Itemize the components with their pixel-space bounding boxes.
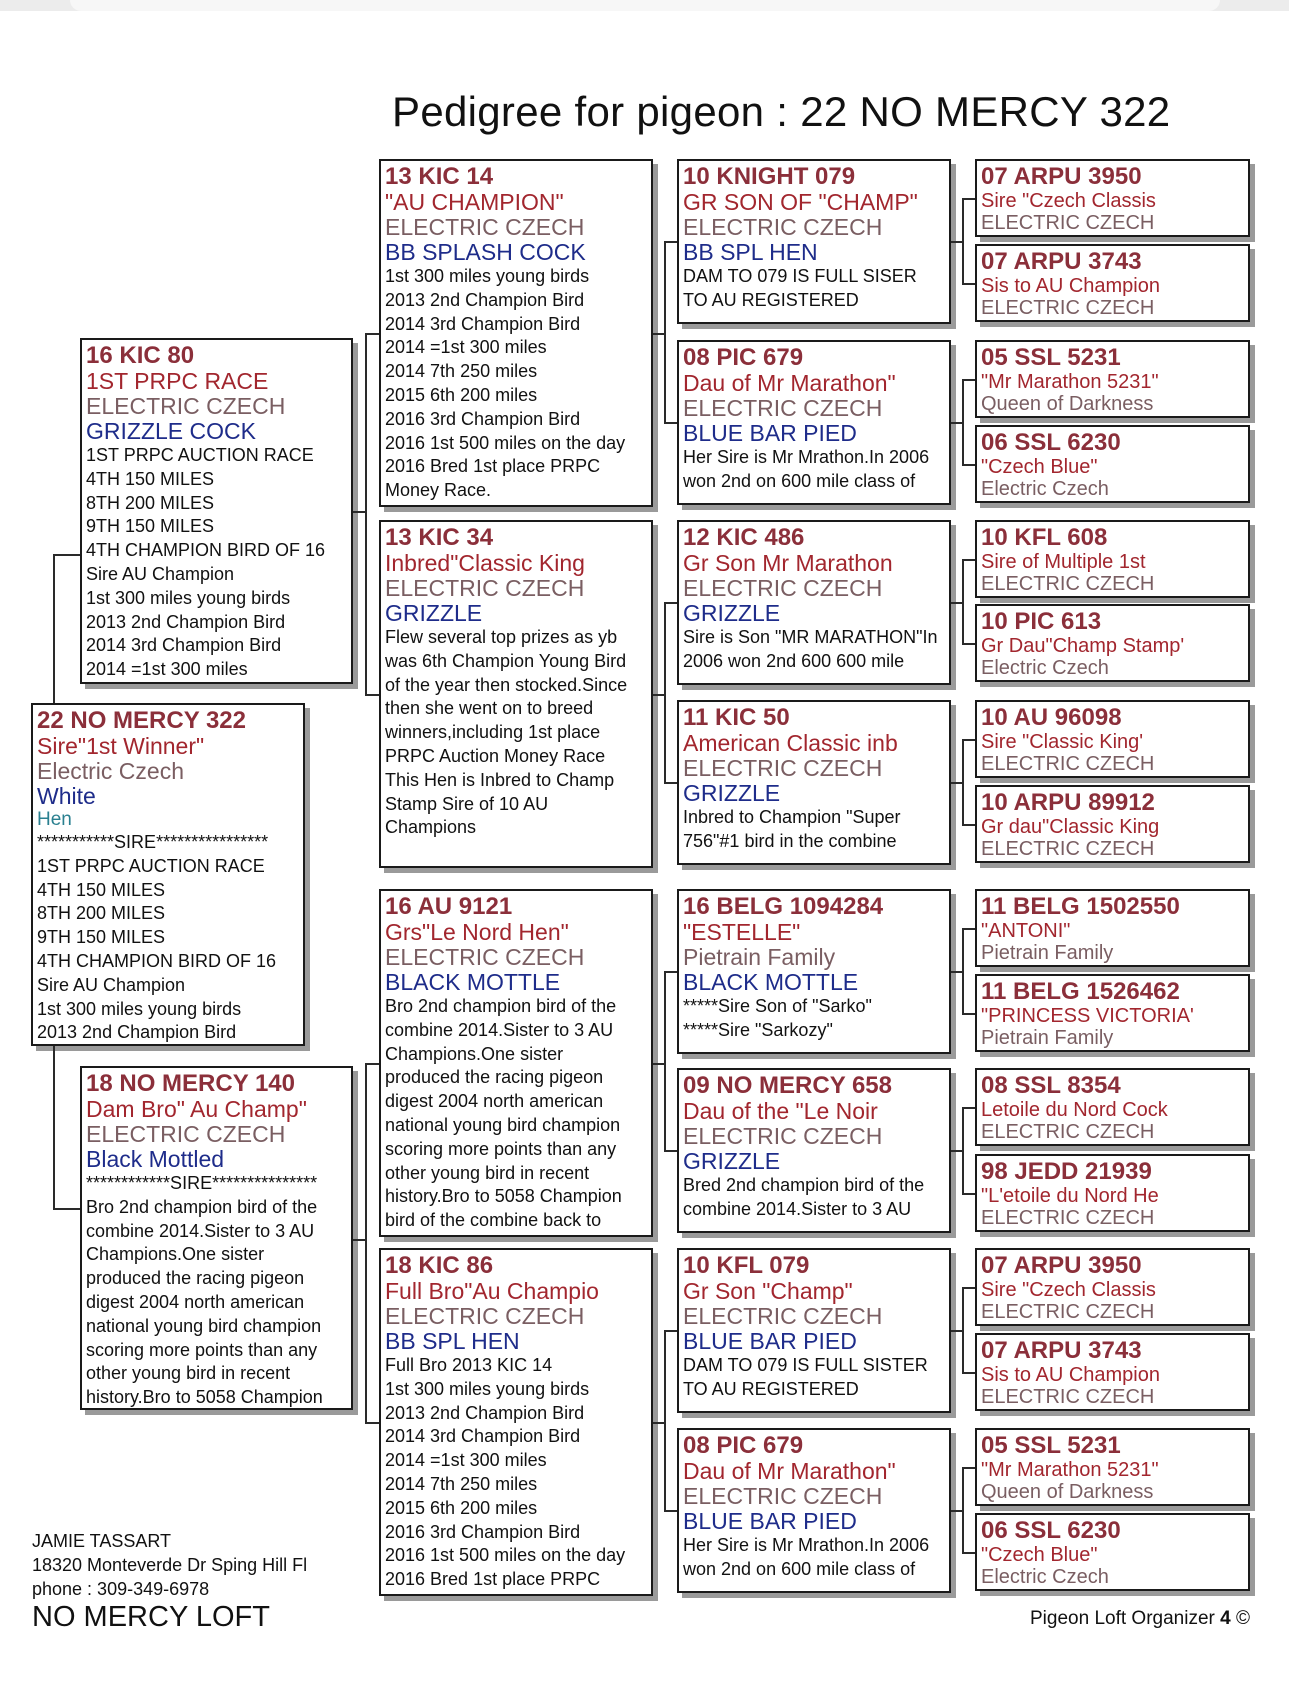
note-line: Sire AU Champion [86, 563, 235, 584]
strain: ELECTRIC CZECH [683, 214, 883, 240]
pedigree-card [975, 1333, 1250, 1411]
bird-color: BLUE BAR PIED [683, 420, 857, 446]
band-number: 10 KFL 608 [981, 524, 1108, 551]
pedigree-card [975, 425, 1250, 503]
connector-line [962, 283, 975, 285]
bird-name: Sire "Czech Classis [981, 1279, 1156, 1301]
pedigree-card [975, 1513, 1250, 1591]
note-line: 2013 2nd Champion Bird [37, 1022, 237, 1043]
strain: ELECTRIC CZECH [981, 573, 1155, 595]
connector-line [962, 1287, 964, 1372]
band-number: 05 SSL 5231 [981, 1432, 1121, 1459]
loft-name: NO MERCY LOFT [32, 1601, 270, 1633]
band-number: 10 AU 96098 [981, 704, 1122, 731]
connector-line [353, 1239, 365, 1241]
band-number: 07 ARPU 3950 [981, 163, 1142, 190]
pedigree-card [379, 159, 653, 507]
band-number: 13 KIC 34 [385, 524, 494, 551]
band-number: 11 BELG 1526462 [981, 978, 1180, 1005]
note-line: combine 2014.Sister to 3 AU [385, 1019, 614, 1040]
note-line: 2014 =1st 300 miles [385, 1450, 547, 1471]
software-credit [1030, 1608, 1250, 1630]
bird-name: Dau of the "Le Noir [683, 1098, 878, 1124]
bird-name: Inbred"Classic King [385, 550, 585, 576]
bird-name: Gr Son Mr Marathon [683, 550, 893, 576]
note-line: 2015 6th 200 miles [385, 384, 538, 405]
note-line: 2014 7th 250 miles [385, 1473, 538, 1494]
connector-line [962, 928, 975, 930]
connector-line [664, 1150, 677, 1152]
band-number: 18 NO MERCY 140 [86, 1070, 295, 1097]
bird-name: "L'etoile du Nord He [981, 1185, 1159, 1207]
software-name: Pigeon Loft Organizer [1030, 1608, 1215, 1629]
note-line: DAM TO 079 IS FULL SISER [683, 266, 917, 286]
connector-line [962, 198, 964, 283]
note-line: Champions [385, 817, 477, 838]
note-line: 2016 3rd Champion Bird [385, 1521, 581, 1542]
note-line: Inbred to Champion "Super [683, 807, 901, 827]
bird-name: Gr Dau"Champ Stamp' [981, 635, 1185, 657]
strain: Pietrain Family [981, 1027, 1114, 1049]
note-line: 2016 Bred 1st place PRPC [385, 456, 601, 477]
connector-line [365, 694, 379, 696]
note-line: 2016 3rd Champion Bird [385, 408, 581, 429]
band-number: 22 NO MERCY 322 [37, 707, 246, 734]
note-line: 2014 3rd Champion Bird [86, 635, 282, 656]
pedigree-card [975, 1068, 1250, 1146]
note-line: 4TH 150 MILES [86, 468, 215, 489]
pedigree-card [31, 703, 305, 1046]
pedigree-card [975, 1248, 1250, 1326]
strain: Queen of Darkness [981, 1481, 1154, 1503]
note-line: 9TH 150 MILES [37, 927, 166, 948]
note-line: 9TH 150 MILES [86, 516, 215, 537]
bird-color: GRIZZLE COCK [86, 418, 256, 444]
note-line: 2014 3rd Champion Bird [385, 313, 581, 334]
connector-line [962, 464, 975, 466]
strain: ELECTRIC CZECH [385, 944, 585, 970]
pedigree-card [975, 244, 1250, 322]
bird-name: "ANTONI" [981, 920, 1071, 942]
note-line: Bro 2nd champion bird of the [385, 996, 617, 1016]
connector-line [962, 824, 975, 826]
strain: Electric Czech [981, 1566, 1109, 1588]
connector-line [962, 1467, 975, 1469]
bird-name: Sire of Multiple 1st [981, 551, 1146, 573]
note-line: other young bird in recent [86, 1363, 291, 1384]
band-number: 10 KFL 079 [683, 1252, 810, 1279]
strain: ELECTRIC CZECH [981, 1121, 1155, 1143]
bird-color: BB SPL HEN [683, 239, 818, 265]
band-number: 11 KIC 50 [683, 704, 790, 731]
bird-color: BLUE BAR PIED [683, 1508, 857, 1534]
connector-line [365, 333, 379, 335]
pedigree-card [975, 974, 1250, 1052]
note-line: 2013 2nd Champion Bird [385, 1402, 585, 1423]
connector-line [962, 1107, 975, 1109]
connector-line [664, 1510, 677, 1512]
bird-name: Sire "Czech Classis [981, 190, 1156, 212]
note-line: combine 2014.Sister to 3 AU [86, 1220, 315, 1241]
note-line: TO AU REGISTERED [683, 1378, 859, 1399]
bird-name: American Classic inb [683, 730, 898, 756]
connector-line [53, 554, 55, 703]
band-number: 06 SSL 6230 [981, 1517, 1121, 1544]
pedigree-card [975, 604, 1250, 682]
note-line: 756"#1 bird in the combine [683, 830, 897, 851]
bird-name: Letoile du Nord Cock [981, 1099, 1168, 1121]
connector-line [353, 511, 365, 513]
page-title: Pedigree for pigeon : 22 NO MERCY 322 [392, 88, 1171, 135]
connector-line [653, 333, 664, 335]
strain: Pietrain Family [683, 944, 836, 970]
note-line: other young bird in recent [385, 1162, 590, 1183]
note-line: Her Sire is Mr Mrathon.In 2006 [683, 1535, 930, 1555]
bird-color: GRIZZLE [683, 600, 781, 626]
note-line: 2015 6th 200 miles [385, 1497, 538, 1518]
strain: Electric Czech [981, 657, 1109, 679]
note-line: history.Bro to 5058 Champion [86, 1387, 323, 1408]
pedigree-card [80, 338, 353, 684]
bird-color: Black Mottled [86, 1146, 225, 1172]
note-line: 2013 2nd Champion Bird [86, 611, 286, 632]
bird-color: GRIZZLE [683, 1148, 781, 1174]
connector-line [664, 971, 666, 1150]
note-line: TO AU REGISTERED [683, 289, 859, 310]
bird-name: Dau of Mr Marathon" [683, 370, 896, 396]
pedigree-card [379, 1248, 653, 1596]
band-number: 98 JEDD 21939 [981, 1158, 1152, 1185]
connector-line [962, 559, 964, 643]
software-version: 4 [1220, 1608, 1231, 1629]
note-line: Flew several top prizes as yb [385, 627, 618, 647]
pedigree-card [975, 889, 1250, 967]
band-number: 12 KIC 486 [683, 524, 805, 551]
strain: ELECTRIC CZECH [86, 1121, 286, 1147]
bird-name: GR SON OF "CHAMP" [683, 189, 918, 215]
connector-line [664, 1330, 677, 1332]
note-line: Stamp Sire of 10 AU [385, 793, 549, 814]
band-number: 06 SSL 6230 [981, 429, 1121, 456]
bird-name: 1ST PRPC RACE [86, 368, 269, 394]
connector-line [664, 782, 677, 784]
bird-color: GRIZZLE [385, 600, 483, 626]
note-line: scoring more points than any [385, 1138, 617, 1159]
band-number: 09 NO MERCY 658 [683, 1072, 892, 1099]
band-number: 10 KNIGHT 079 [683, 163, 856, 190]
bird-color: White [37, 783, 96, 809]
note-line: 4TH CHAMPION BIRD OF 16 [37, 950, 277, 971]
connector-line [664, 602, 666, 782]
note-line: *****Sire Son of "Sarko" [683, 996, 872, 1016]
note-line: 2016 1st 500 miles on the day [385, 432, 626, 453]
band-number: 10 PIC 613 [981, 608, 1102, 635]
strain: ELECTRIC CZECH [981, 838, 1155, 860]
pedigree-card [975, 520, 1250, 598]
pedigree-card [975, 785, 1250, 863]
strain: ELECTRIC CZECH [385, 575, 585, 601]
strain: ELECTRIC CZECH [981, 1386, 1155, 1408]
connector-line [664, 971, 677, 973]
connector-line [951, 971, 962, 973]
note-line: ***********SIRE**************** [37, 832, 269, 852]
note-line: 2016 Bred 1st place PRPC [385, 1569, 601, 1590]
pedigree-card [677, 700, 951, 865]
connector-line [951, 1510, 962, 1512]
band-number: 11 BELG 1502550 [981, 893, 1180, 920]
note-line: 1st 300 miles young birds [385, 266, 590, 286]
pedigree-card [80, 1066, 353, 1410]
connector-line [365, 1063, 379, 1065]
bird-name: "ESTELLE" [683, 919, 801, 945]
pedigree-card [975, 340, 1250, 418]
bird-name: Full Bro"Au Champio [385, 1278, 599, 1304]
bird-name: "Mr Marathon 5231" [981, 371, 1159, 393]
note-line: Bro 2nd champion bird of the [86, 1196, 318, 1217]
connector-line [664, 241, 677, 243]
note-line: national young bird champion [385, 1114, 621, 1135]
connector-line [962, 1552, 975, 1554]
pedigree-card [677, 1068, 951, 1233]
note-line: ************SIRE*************** [86, 1173, 318, 1193]
bird-name: Sire "Classic King' [981, 731, 1144, 753]
copyright-symbol: © [1235, 1608, 1250, 1629]
note-line: digest 2004 north american [385, 1091, 604, 1112]
connector-line [962, 379, 975, 381]
strain: ELECTRIC CZECH [981, 1301, 1155, 1323]
note-line: Her Sire is Mr Mrathon.In 2006 [683, 447, 930, 467]
pedigree-card [677, 1428, 951, 1593]
band-number: 07 ARPU 3743 [981, 248, 1142, 275]
band-number: 10 ARPU 89912 [981, 789, 1155, 816]
connector-line [951, 241, 962, 243]
note-line: won 2nd on 600 mile class of [683, 1558, 916, 1579]
strain: ELECTRIC CZECH [683, 755, 883, 781]
strain: ELECTRIC CZECH [683, 395, 883, 421]
connector-line [365, 333, 367, 694]
note-line: 2014 3rd Champion Bird [385, 1426, 581, 1447]
note-line: scoring more points than any [86, 1339, 318, 1360]
connector-line [951, 1330, 962, 1332]
note-line: was 6th Champion Young Bird [385, 650, 627, 671]
note-line: Money Race. [385, 480, 492, 501]
bird-name: Dau of Mr Marathon" [683, 1458, 896, 1484]
bird-name: Sis to AU Champion [981, 275, 1160, 297]
note-line: bird of the combine back to [385, 1210, 602, 1231]
note-line: Full Bro 2013 KIC 14 [385, 1355, 553, 1375]
band-number: 08 PIC 679 [683, 1432, 804, 1459]
band-number: 07 ARPU 3743 [981, 1337, 1142, 1364]
bird-name: Grs"Le Nord Hen" [385, 919, 569, 945]
bird-name: "Mr Marathon 5231" [981, 1459, 1159, 1481]
bird-name: "Czech Blue" [981, 456, 1098, 478]
band-number: 05 SSL 5231 [981, 344, 1121, 371]
note-line: national young bird champion [86, 1315, 322, 1336]
connector-line [962, 928, 964, 1013]
note-line: Champions.One sister [385, 1043, 564, 1064]
note-line: 1ST PRPC AUCTION RACE [86, 445, 314, 465]
note-line: 2013 2nd Champion Bird [385, 289, 585, 310]
note-line: won 2nd on 600 mile class of [683, 470, 916, 491]
connector-line [53, 1208, 80, 1210]
bird-name: Gr Son "Champ" [683, 1278, 853, 1304]
note-line: Sire is Son "MR MARATHON"In [683, 627, 938, 647]
note-line: 8TH 200 MILES [37, 903, 166, 924]
connector-line [53, 1046, 55, 1208]
note-line: 2006 won 2nd 600 600 mile [683, 650, 905, 671]
bird-color: BLUE BAR PIED [683, 1328, 857, 1354]
note-line: 4TH CHAMPION BIRD OF 16 [86, 540, 326, 561]
connector-line [951, 1150, 962, 1152]
top-bar [0, 0, 1289, 11]
pedigree-card [975, 159, 1250, 237]
connector-line [962, 739, 964, 824]
note-line: digest 2004 north american [86, 1291, 305, 1312]
pedigree-card [677, 159, 951, 324]
connector-line [962, 198, 975, 200]
note-line: winners,including 1st place [385, 722, 601, 743]
connector-line [664, 422, 677, 424]
band-number: 07 ARPU 3950 [981, 1252, 1142, 1279]
bird-color: BB SPL HEN [385, 1328, 520, 1354]
strain: ELECTRIC CZECH [981, 297, 1155, 319]
connector-line [664, 1330, 666, 1510]
connector-line [962, 643, 975, 645]
strain: ELECTRIC CZECH [683, 575, 883, 601]
note-line: produced the racing pigeon [86, 1268, 305, 1289]
connector-line [962, 1193, 975, 1195]
note-line: PRPC Auction Money Race [385, 745, 606, 766]
note-line: 2014 7th 250 miles [385, 361, 538, 382]
band-number: 16 KIC 80 [86, 342, 195, 369]
note-line: 2016 1st 500 miles on the day [385, 1545, 626, 1566]
note-line: 1ST PRPC AUCTION RACE [37, 855, 265, 876]
bird-name: "PRINCESS VICTORIA' [981, 1005, 1194, 1027]
note-line: Sire AU Champion [37, 974, 186, 995]
connector-line [664, 241, 666, 422]
band-number: 08 PIC 679 [683, 344, 804, 371]
connector-line [653, 1422, 664, 1424]
pedigree-card [677, 889, 951, 1054]
note-line: of the year then stocked.Since [385, 674, 628, 695]
strain: ELECTRIC CZECH [981, 212, 1155, 234]
bird-name: Sis to AU Champion [981, 1364, 1160, 1386]
pedigree-card [379, 889, 653, 1237]
strain: ELECTRIC CZECH [86, 393, 286, 419]
strain: ELECTRIC CZECH [981, 1207, 1155, 1229]
note-line: 8TH 200 MILES [86, 492, 215, 513]
strain: ELECTRIC CZECH [683, 1303, 883, 1329]
note-line: Champions.One sister [86, 1244, 265, 1265]
connector-line [962, 1372, 975, 1374]
bird-color: GRIZZLE [683, 780, 781, 806]
bird-color: BLACK MOTTLE [683, 969, 859, 995]
connector-line [962, 379, 964, 464]
note-line: combine 2014.Sister to 3 AU [683, 1198, 912, 1219]
note-line: Bred 2nd champion bird of the [683, 1175, 925, 1195]
connector-line [962, 1013, 975, 1015]
connector-line [365, 1063, 367, 1422]
note-line: DAM TO 079 IS FULL SISTER [683, 1355, 928, 1375]
connector-line [962, 1287, 975, 1289]
bird-name: Sire"1st Winner" [37, 733, 205, 759]
connector-line [962, 559, 975, 561]
note-line: history.Bro to 5058 Champion [385, 1186, 622, 1207]
strain: ELECTRIC CZECH [981, 753, 1155, 775]
pedigree-card [975, 1154, 1250, 1232]
band-number: 16 AU 9121 [385, 893, 513, 920]
band-number: 16 BELG 1094284 [683, 893, 884, 920]
bird-name: Dam Bro" Au Champ" [86, 1096, 307, 1122]
connector-line [951, 602, 962, 604]
note-line: 4TH 150 MILES [37, 879, 166, 900]
pedigree-card [677, 520, 951, 685]
connector-line [951, 422, 962, 424]
strain: ELECTRIC CZECH [385, 1303, 585, 1329]
note-line: 1st 300 miles young birds [37, 998, 242, 1019]
bird-sex: Hen [37, 809, 72, 830]
note-line: 1st 300 miles young birds [86, 587, 291, 608]
note-line: *****Sire "Sarkozy" [683, 1019, 833, 1040]
strain: Electric Czech [981, 478, 1109, 500]
owner-phone: phone : 309-349-6978 [32, 1579, 210, 1599]
strain: ELECTRIC CZECH [683, 1123, 883, 1149]
connector-line [962, 739, 975, 741]
top-card [70, 0, 1220, 11]
connector-line [962, 1107, 964, 1193]
bird-color: BB SPLASH COCK [385, 239, 586, 265]
connector-line [951, 782, 962, 784]
bird-name: "AU CHAMPION" [385, 189, 564, 215]
bird-name: Gr dau"Classic King [981, 816, 1160, 838]
connector-line [664, 602, 677, 604]
strain: ELECTRIC CZECH [683, 1483, 883, 1509]
pedigree-card [677, 1248, 951, 1413]
connector-line [962, 1467, 964, 1552]
connector-line [653, 1063, 664, 1065]
owner-name: JAMIE TASSART [32, 1531, 172, 1551]
pedigree-card [379, 520, 653, 868]
band-number: 08 SSL 8354 [981, 1072, 1121, 1099]
note-line: This Hen is Inbred to Champ [385, 769, 615, 790]
connector-line [653, 694, 664, 696]
note-line: 1st 300 miles young birds [385, 1378, 590, 1399]
bird-name: "Czech Blue" [981, 1544, 1098, 1566]
connector-line [53, 554, 80, 556]
strain: Electric Czech [37, 758, 184, 784]
pedigree-card [975, 700, 1250, 778]
note-line: 2014 =1st 300 miles [86, 659, 248, 680]
owner-address: 18320 Monteverde Dr Sping Hill Fl [32, 1555, 308, 1575]
note-line: 2014 =1st 300 miles [385, 337, 547, 358]
note-line: then she went on to breed [385, 698, 594, 719]
strain: Pietrain Family [981, 942, 1114, 964]
pedigree-card [677, 340, 951, 505]
band-number: 13 KIC 14 [385, 163, 494, 190]
strain: Queen of Darkness [981, 393, 1154, 415]
note-line: produced the racing pigeon [385, 1067, 604, 1088]
strain: ELECTRIC CZECH [385, 214, 585, 240]
bird-color: BLACK MOTTLE [385, 969, 561, 995]
pedigree-card [975, 1428, 1250, 1506]
connector-line [365, 1422, 379, 1424]
band-number: 18 KIC 86 [385, 1252, 494, 1279]
